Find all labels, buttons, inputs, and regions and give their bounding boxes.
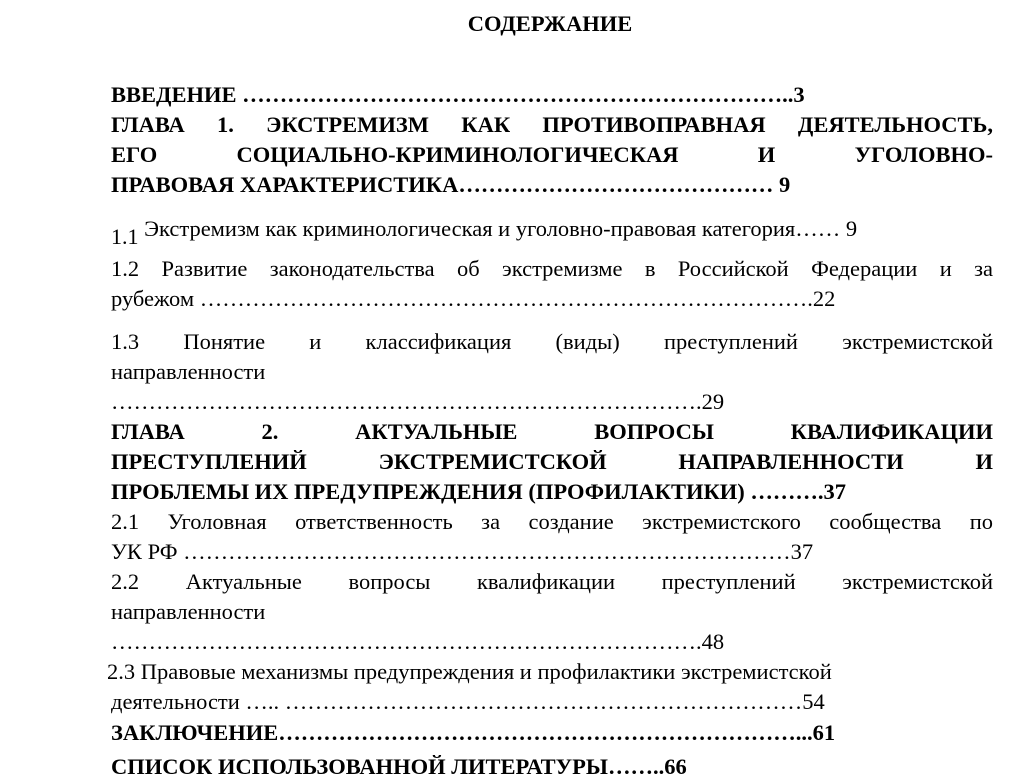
- toc-section-1-1: [111, 215, 858, 249]
- toc-section-2-1-line-2: УК РФ ………………………………………………………………………37: [111, 539, 814, 564]
- toc-chapter-1-line-2: ЕГО СОЦИАЛЬНО-КРИМИНОЛОГИЧЕСКАЯ И УГОЛОВНО-: [111, 142, 993, 167]
- toc-chapter-2-line-3: ПРОБЛЕМЫ ИХ ПРЕДУПРЕЖДЕНИЯ (ПРОФИЛАКТИКИ) ……….37: [111, 479, 847, 504]
- toc-entry-conclusion: ЗАКЛЮЧЕНИЕ……………………………………………………………...61: [111, 720, 836, 745]
- toc-entry-introduction: ВВЕДЕНИЕ ………………………………………………………………..3: [111, 82, 805, 107]
- toc-chapter-2-line-2: ПРЕСТУПЛЕНИЙ ЭКСТРЕМИСТСКОЙ НАПРАВЛЕННОСТИ И: [111, 449, 993, 474]
- toc-section-1-2-line-2: рубежом ……………………………………………………………………….22: [111, 286, 836, 311]
- toc-section-2-1-line-1: 2.1 Уголовная ответственность за создание экстремистского сообщества по: [111, 509, 993, 534]
- toc-entry-references: СПИСОК ИСПОЛЬЗОВАННОЙ ЛИТЕРАТУРЫ……..66: [111, 754, 687, 779]
- toc-chapter-1-line-1: ГЛАВА 1. ЭКСТРЕМИЗМ КАК ПРОТИВОПРАВНАЯ ДЕЯТЕЛЬНОСТЬ,: [111, 112, 993, 137]
- page-title: СОДЕРЖАНИЕ: [467, 11, 633, 36]
- toc-section-2-3-line-2: деятельности ….. ……………………………………………………………54: [111, 689, 825, 714]
- toc-section-2-3-line-1: 2.3 Правовые механизмы предупреждения и профилактики экстремистской: [107, 659, 832, 684]
- toc-section-1-2-line-1: 1.2 Развитие законодательства об экстремизме в Российской Федерации и за: [111, 256, 993, 281]
- toc-section-2-2-line-2: направленности: [111, 599, 266, 624]
- toc-section-1-3-line-1: 1.3 Понятие и классификация (виды) преступлений экстремистской: [111, 329, 993, 354]
- toc-section-2-2-line-3: …………………………………………………………………….48: [111, 629, 725, 654]
- toc-chapter-1-line-3: ПРАВОВАЯ ХАРАКТЕРИСТИКА…………………………………… 9: [111, 172, 791, 197]
- toc-section-1-3-line-2: направленности: [111, 359, 266, 384]
- section-number: 1.1: [111, 224, 139, 249]
- section-title: Экстремизм как криминологическая и уголовно-правовая категория…… 9: [144, 216, 858, 241]
- toc-chapter-2-line-1: ГЛАВА 2. АКТУАЛЬНЫЕ ВОПРОСЫ КВАЛИФИКАЦИИ: [111, 419, 993, 444]
- toc-section-1-3-line-3: …………………………………………………………………….29: [111, 389, 725, 414]
- toc-section-2-2-line-1: 2.2 Актуальные вопросы квалификации преступлений экстремистской: [111, 569, 993, 594]
